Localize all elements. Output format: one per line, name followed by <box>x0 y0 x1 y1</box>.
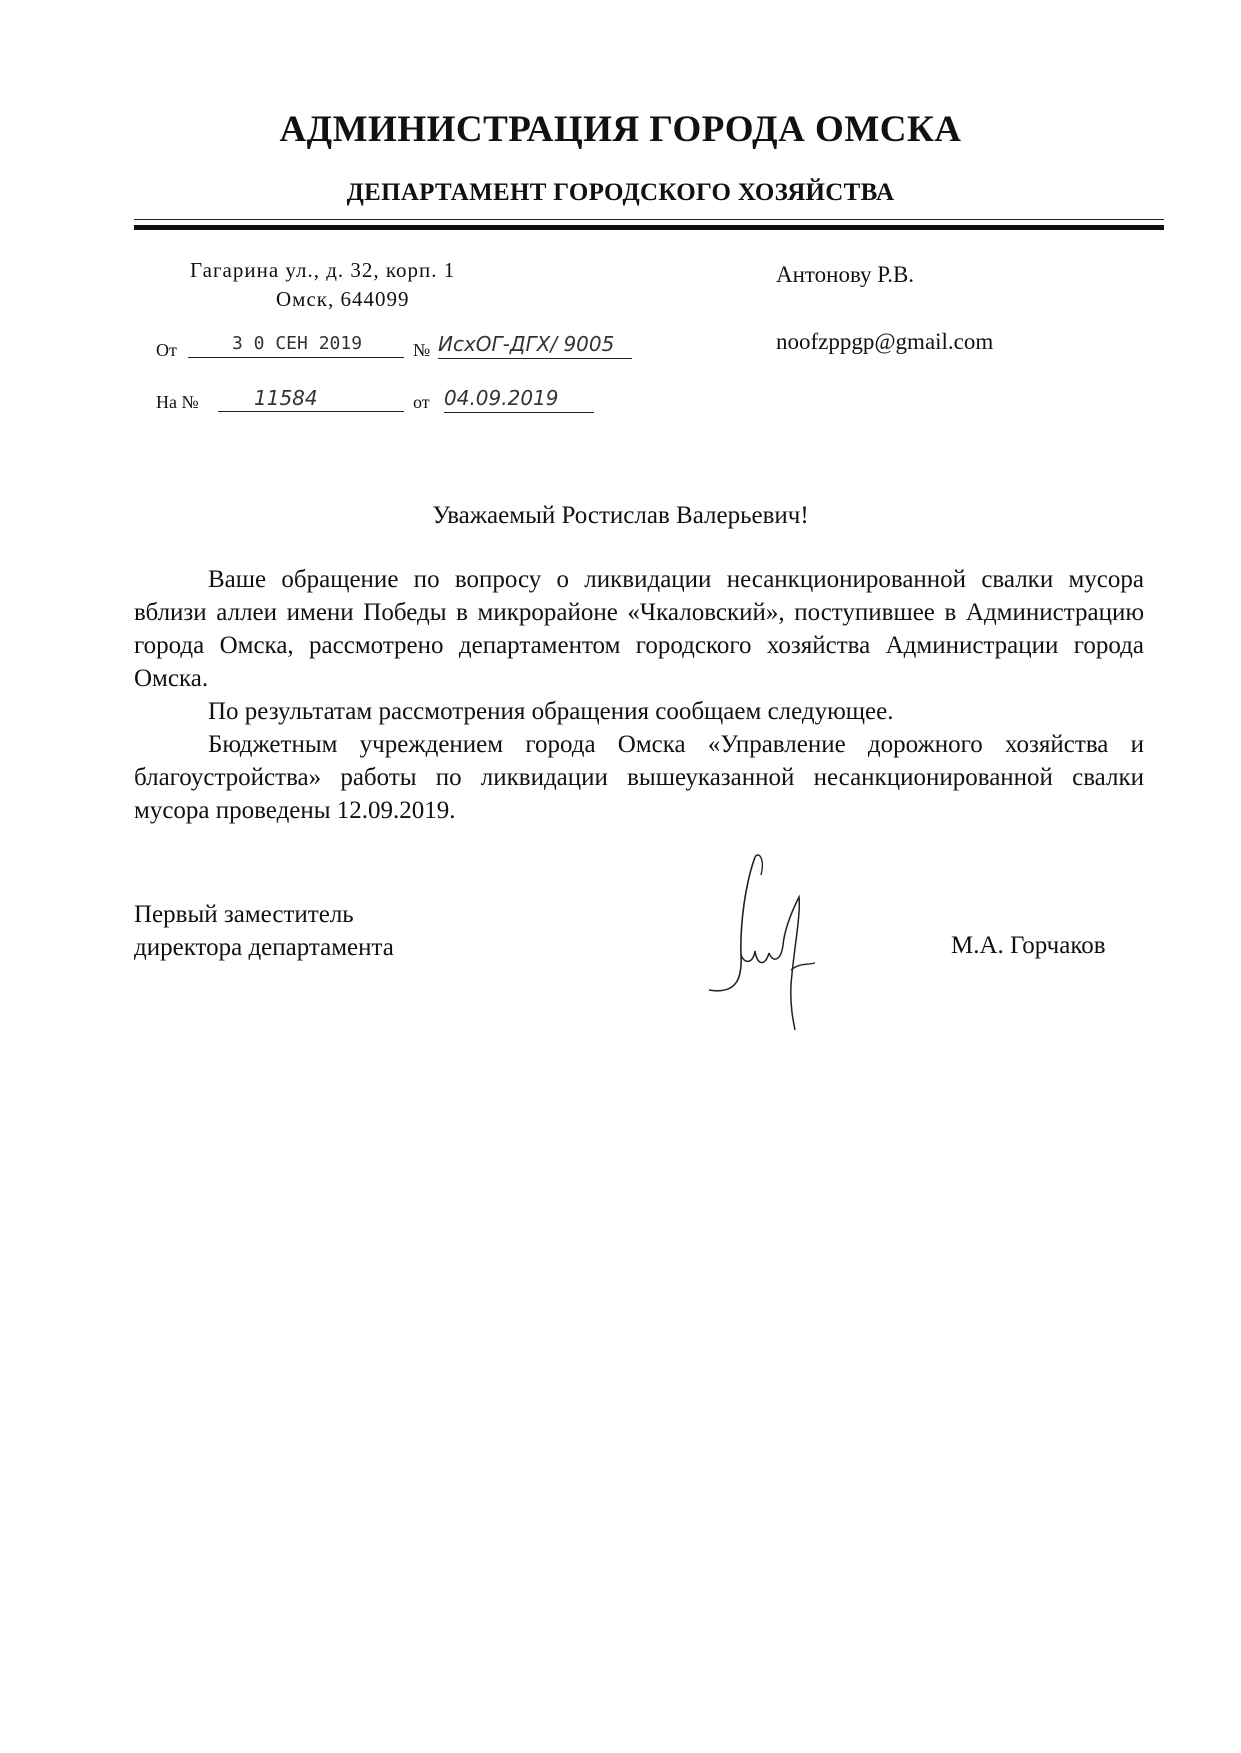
from-date-field: 3 0 СЕН 2019 <box>188 330 404 358</box>
reply-date-field: 04.09.2019 <box>444 384 594 413</box>
letter-body <box>134 563 1144 827</box>
letter-greeting: Уважаемый Ростислав Валерьевич! <box>432 502 809 529</box>
signatory-title-line-2: директора департамента <box>134 934 394 961</box>
handwritten-signature <box>695 845 835 1035</box>
header-rule-thin <box>134 219 1164 220</box>
from-label: От <box>156 340 177 360</box>
address-line-1: Гагарина ул., д. 32, корп. 1 <box>190 258 456 282</box>
reply-number-field: 11584 <box>218 384 404 412</box>
number-label: № <box>413 340 431 360</box>
letter-paragraph: Ваше обращение по вопросу о ликвидации несанкционированной свалки мусора вблизи аллеи имени Победы в микрорайоне «Чкаловский», поступившее в Администрацию города Омска, рассмотрено департаментом городского хозяйства Администрации города Омска. <box>134 566 1144 692</box>
reply-date-label: от <box>413 392 430 412</box>
header-rule-thick <box>134 225 1164 230</box>
department-title: ДЕПАРТАМЕНТ ГОРОДСКОГО ХОЗЯЙСТВА <box>346 179 895 206</box>
signatory-title-line-1: Первый заместитель <box>134 901 354 928</box>
letter-paragraph: По результатам рассмотрения обращения сообщаем следующее. <box>208 698 894 725</box>
signatory-name: М.А. Горчаков <box>951 932 1106 959</box>
letter-paragraph: Бюджетным учреждением города Омска «Управление дорожного хозяйства и благоустройства» работы по ликвидации вышеуказанной несанкционированной свалки мусора проведены 12.09.2019. <box>134 731 1144 824</box>
signatory-title <box>134 898 394 964</box>
reply-label: На № <box>156 392 199 412</box>
outgoing-number-field: ИсхОГ-ДГХ/ 9005 <box>438 330 632 359</box>
recipient-email: noofzppgp@gmail.com <box>776 329 994 354</box>
organization-title: АДМИНИСТРАЦИЯ ГОРОДА ОМСКА <box>279 109 962 150</box>
address-line-2: Омск, 644099 <box>276 287 410 311</box>
recipient-name: Антонову Р.В. <box>776 262 915 287</box>
